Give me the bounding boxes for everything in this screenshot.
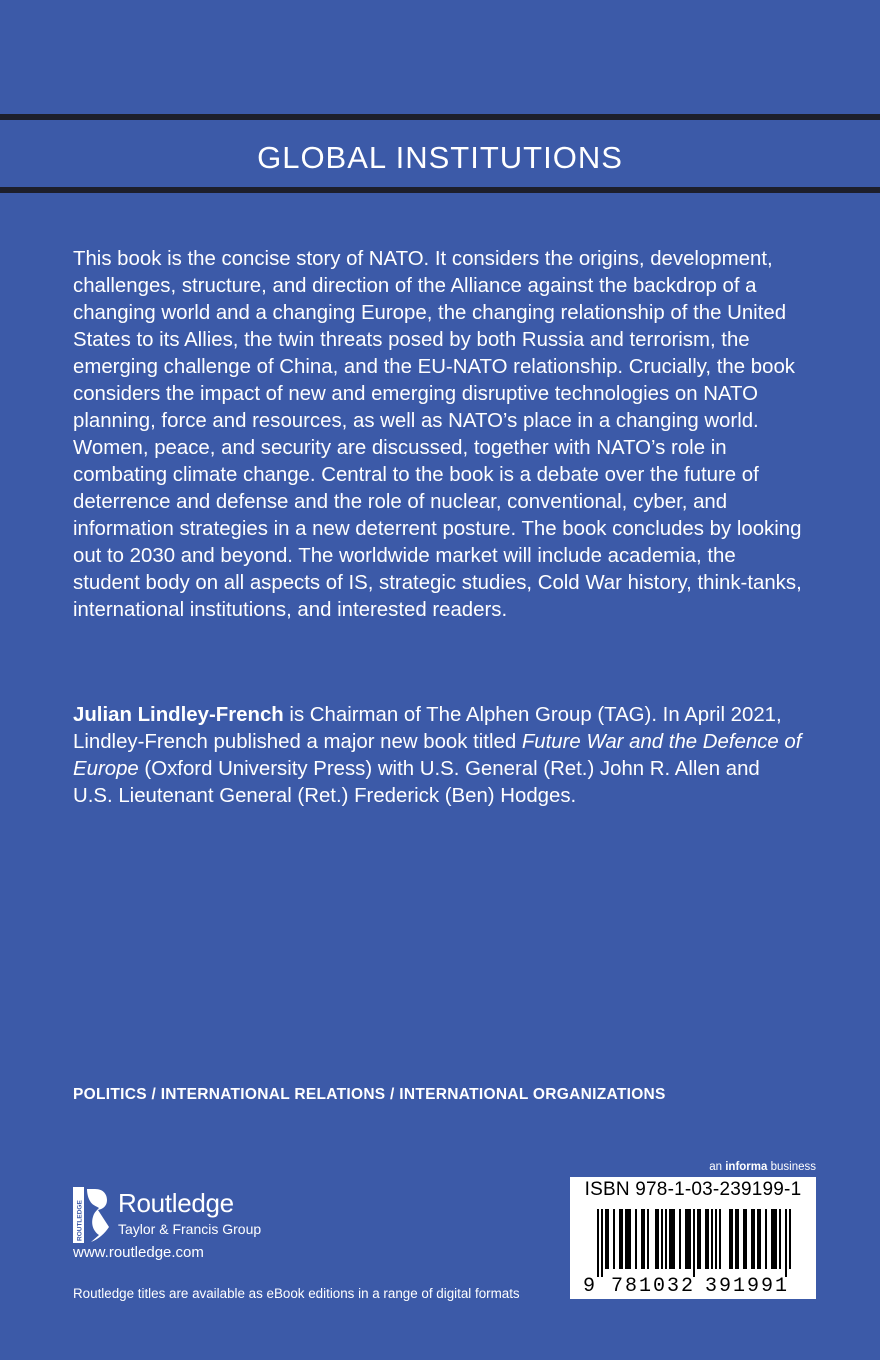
logo-vertical-text: ROUTLEDGE [76, 1200, 84, 1241]
publisher-name: Routledge [118, 1188, 234, 1218]
barcode-bar [693, 1209, 695, 1277]
barcode-bar [685, 1209, 691, 1269]
referenced-book-title: Future War and the Defence of Europe [73, 731, 802, 780]
barcode-bar [647, 1209, 649, 1269]
author-name: Julian Lindley-French [73, 704, 284, 726]
routledge-logo-icon [73, 1187, 111, 1243]
barcode-bar [613, 1209, 615, 1269]
bottom-rule [0, 187, 880, 193]
publisher-group: Taylor & Francis Group [118, 1221, 262, 1237]
barcode-graphic [570, 1205, 816, 1297]
subject-categories: POLITICS / INTERNATIONAL RELATIONS / INTERNATIONAL ORGANIZATIONS [73, 1086, 666, 1103]
informa-prefix: an [709, 1161, 726, 1173]
barcode-bar [771, 1209, 777, 1269]
barcode-digit-first: 9 [583, 1275, 596, 1297]
barcode-bar [665, 1209, 667, 1269]
informa-suffix: business [767, 1161, 816, 1173]
barcode-bar [765, 1209, 767, 1269]
barcode-bar [743, 1209, 747, 1269]
routledge-logo [73, 1187, 273, 1243]
barcode-digits-right: 391991 [705, 1275, 787, 1297]
informa-business-tag [648, 1161, 816, 1173]
barcode-bar [625, 1209, 631, 1269]
barcode-bar [669, 1209, 675, 1269]
barcode-bar [757, 1209, 761, 1269]
informa-word: informa [725, 1161, 768, 1173]
barcode-bar [655, 1209, 659, 1269]
book-description: This book is the concise story of NATO. It considers the origins, development, challenges, structure, and direction of the Alliance against the backdrop of a changing world and a changing Europe, the changing relationship of the United States to its Allies, the twin threats posed by both Russia and terrorism, the emerging challenge of China, and the EU-NATO relationship. Crucially, the book considers the impact of new and emerging disruptive technologies on NATO planning, force and resources, as well as NATO’s place in a changing world. Women, peace, and security are discussed, together with NATO’s role in combating climate change. Central to the book is a debate over the future of deterrence and defense and the role of nuclear, conventional, cyber, and information strategies in a new deterrent posture. The book concludes by looking out to 2030 and beyond. The worldwide market will include academia, the student body on all aspects of IS, strategic studies, Cold War history, think-tanks, international institutions, and interested readers. [73, 248, 802, 621]
author-bio [73, 702, 803, 810]
barcode-bar [711, 1209, 713, 1269]
barcode-bar [601, 1209, 603, 1277]
barcode-bar [679, 1209, 681, 1269]
barcode-bars [597, 1209, 791, 1277]
barcode-bar [661, 1209, 663, 1269]
ebook-note: Routledge titles are available as eBook editions in a range of digital formats [73, 1286, 520, 1301]
barcode-bar [735, 1209, 739, 1269]
barcode-bar [697, 1209, 701, 1269]
barcode-bar [719, 1209, 721, 1269]
barcode-bar [779, 1209, 781, 1269]
barcode-bar [605, 1209, 609, 1269]
barcode-bar [635, 1209, 637, 1269]
barcode-digits-left: 781032 [611, 1275, 693, 1297]
author-bio-text-2: (Oxford University Press) with U.S. General (Ret.) John R. Allen and U.S. Lieutenant General (Ret.) Frederick (Ben) Hodges. [73, 758, 760, 807]
author-bio-text-1: is Chairman of The Alphen Group (TAG). In April 2021, Lindley-French published a major new book titled [73, 704, 782, 753]
barcode-bar [785, 1209, 787, 1277]
barcode-bar [789, 1209, 791, 1269]
barcode-bar [751, 1209, 755, 1269]
barcode-bar [729, 1209, 733, 1269]
barcode-bar [597, 1209, 599, 1277]
isbn-label: ISBN 978-1-03-239199-1 [584, 1179, 802, 1200]
top-rule [0, 114, 880, 120]
isbn-barcode [570, 1177, 816, 1299]
barcode-bar [619, 1209, 623, 1269]
barcode-bar [705, 1209, 709, 1269]
barcode-bar [715, 1209, 717, 1269]
series-title: GLOBAL INSTITUTIONS [257, 140, 623, 175]
publisher-website: www.routledge.com [73, 1244, 204, 1261]
barcode-bar [641, 1209, 645, 1269]
